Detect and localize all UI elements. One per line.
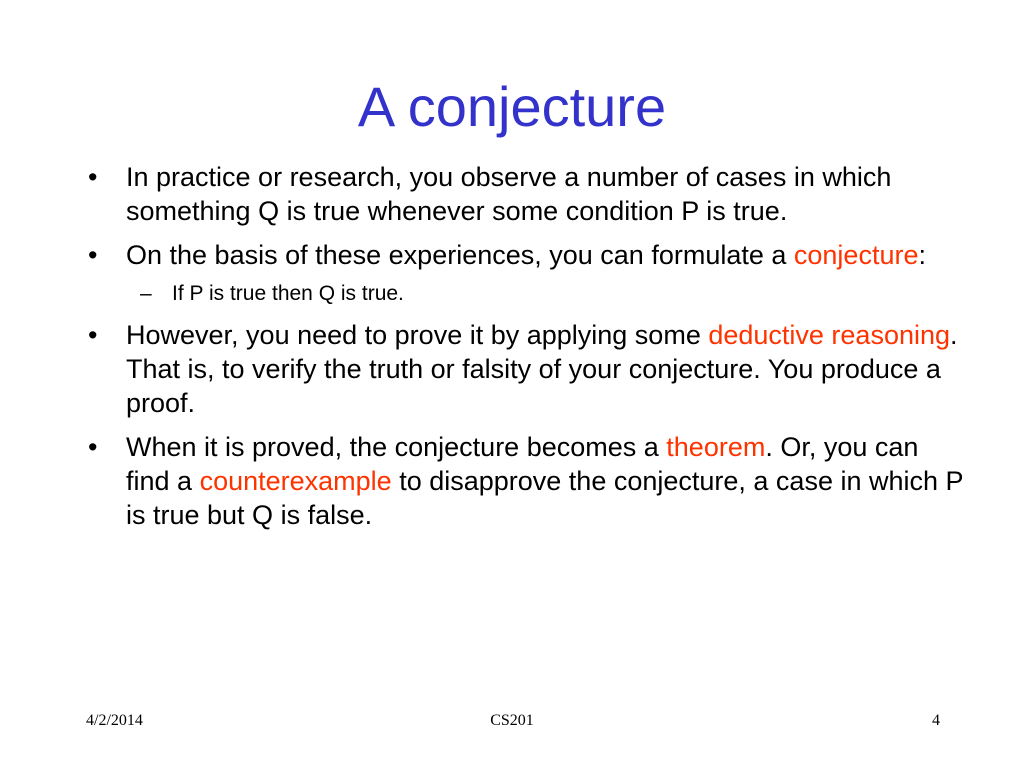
bullet-item [86, 160, 966, 228]
sub-bullet-text: If P is true then Q is true. [172, 282, 404, 305]
bullet-item [86, 238, 966, 272]
bullet-text: to disapprove the conjecture, a case in which P is true but Q is false. [126, 466, 964, 530]
footer-page-number: 4 [932, 712, 940, 729]
highlighted-term: counterexample [199, 466, 392, 496]
highlighted-term: conjecture [793, 240, 919, 270]
bullet-text: . Or, you can find a [126, 432, 919, 496]
footer-date: 4/2/2014 [86, 712, 143, 729]
bullet-icon: • [88, 162, 98, 192]
bullet-text: In practice or research, you observe a number of cases in which something Q is true whenever some condition P is true. [126, 162, 892, 226]
bullet-item [86, 318, 966, 420]
bullet-text: When it is proved, the conjecture becomes a [126, 432, 667, 462]
slide-body [86, 160, 966, 542]
highlighted-term: theorem [666, 432, 766, 462]
dash-icon: – [140, 282, 152, 305]
slide-title: A conjecture [357, 75, 667, 138]
bullet-text: : [918, 240, 926, 270]
bullet-icon: • [88, 240, 98, 270]
bullet-icon: • [88, 320, 98, 350]
bullet-text: On the basis of these experiences, you can formulate a [126, 240, 794, 270]
footer-course: CS201 [490, 712, 534, 729]
bullet-item [86, 430, 966, 532]
sub-bullet-item [86, 280, 966, 308]
bullet-text: However, you need to prove it by applying some [126, 320, 709, 350]
bullet-icon: • [88, 432, 98, 462]
bullet-text: . That is, to verify the truth or falsity of your conjecture. You produce a proof. [126, 320, 958, 418]
highlighted-term: deductive reasoning [708, 320, 951, 350]
